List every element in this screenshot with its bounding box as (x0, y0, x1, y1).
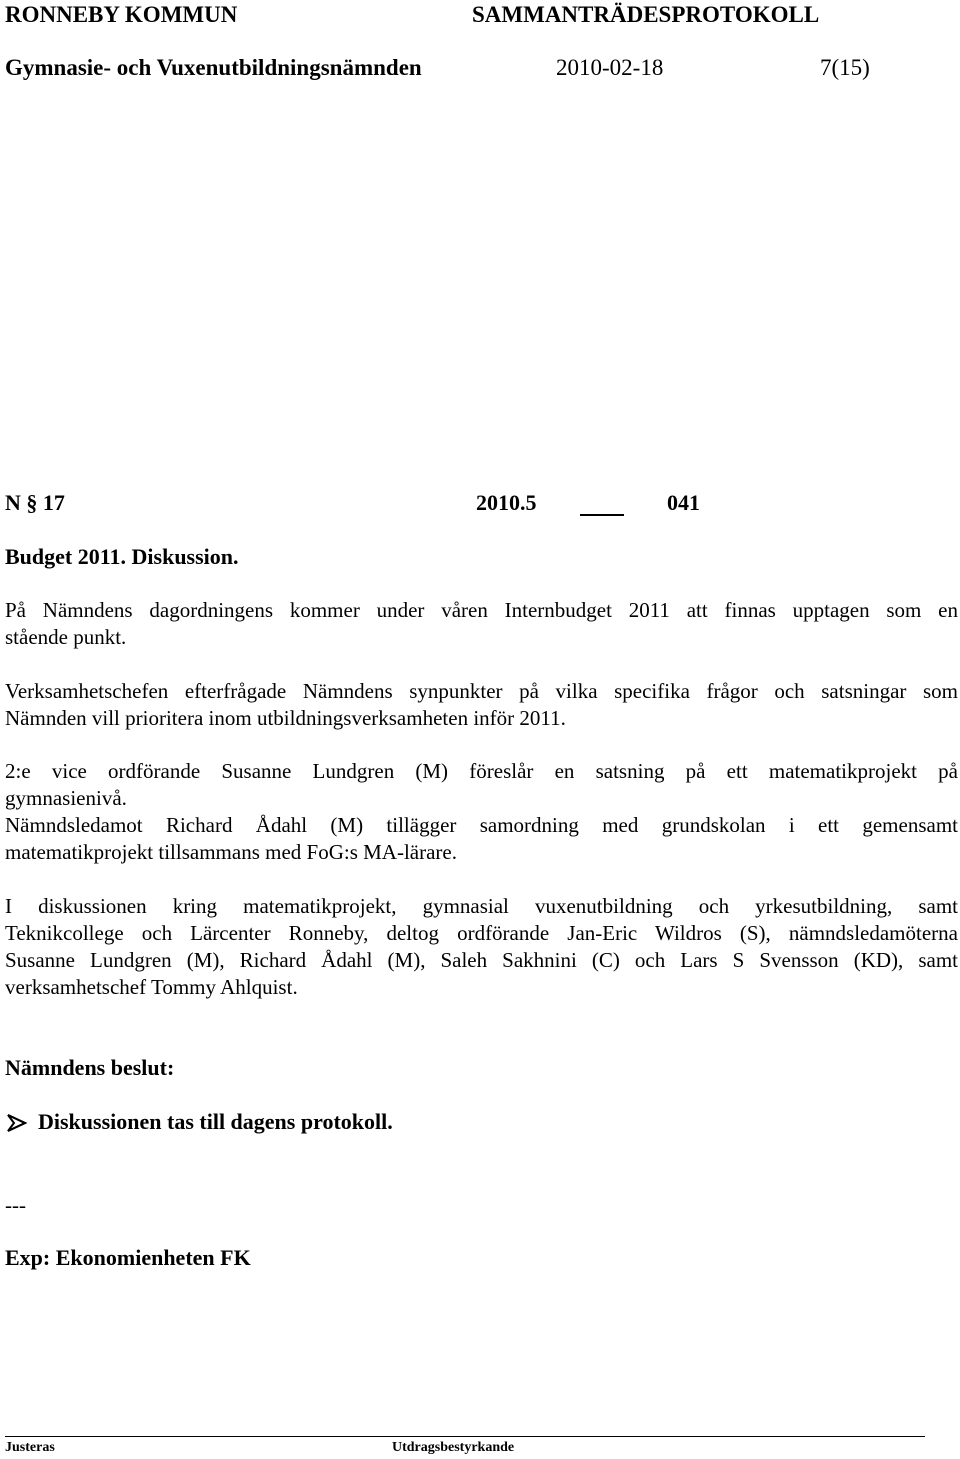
document-type: SAMMANTRÄDESPROTOKOLL (472, 2, 820, 27)
footer-rule (5, 1436, 925, 1437)
paragraph-3-line-1: 2:e vice ordförande Susanne Lundgren (M) föreslår en satsning på ett matematikprojekt på (5, 759, 958, 783)
paragraph-2-line-2: Nämnden vill prioritera inom utbildningsverksamheten inför 2011. (5, 706, 566, 730)
paragraph-5-line-2: Teknikcollege och Lärcenter Ronneby, deltog ordförande Jan-Eric Wildros (S), nämndsledamöterna (5, 921, 958, 945)
paragraph-1-line-2: stående punkt. (5, 625, 127, 649)
decision-heading: Nämndens beslut: (5, 1055, 175, 1080)
paragraph-3 (5, 758, 958, 812)
paragraph-4-line-2: matematikprojekt tillsammans med FoG:s MA-lärare. (5, 840, 457, 864)
paragraph-5-line-3: Susanne Lundgren (M), Richard Ådahl (M), Saleh Sakhnini (C) och Lars S Svensson (KD), samt (5, 948, 958, 972)
case-ref-left: 2010.5 (476, 490, 537, 515)
case-number: N § 17 (5, 490, 65, 515)
committee-name: Gymnasie- och Vuxenutbildningsnämnden (5, 55, 422, 80)
case-title: Budget 2011. Diskussion. (5, 544, 239, 569)
decision-item: Diskussionen tas till dagens protokoll. (38, 1109, 393, 1134)
case-ref-dash (580, 514, 624, 516)
page-number: 7(15) (820, 55, 870, 80)
paragraph-5 (5, 893, 958, 1001)
separator-dashes: --- (5, 1193, 26, 1217)
footer-utdragsbestyrkande: Utdragsbestyrkande (392, 1440, 515, 1455)
arrow-bullet-icon (6, 1112, 28, 1134)
footer-justeras: Justeras (5, 1440, 55, 1455)
paragraph-2-line-1: Verksamhetschefen efterfrågade Nämndens synpunkter på vilka specifika frågor och satsningar som (5, 679, 958, 703)
distribution-line: Exp: Ekonomienheten FK (5, 1245, 251, 1270)
paragraph-4-line-1: Nämndsledamot Richard Ådahl (M) tillägger samordning med grundskolan i ett gemensamt (5, 813, 958, 837)
paragraph-4 (5, 812, 958, 866)
meeting-date: 2010-02-18 (556, 55, 664, 80)
paragraph-5-line-1: I diskussionen kring matematikprojekt, gymnasial vuxenutbildning och yrkesutbildning, samt (5, 894, 958, 918)
municipality-name: RONNEBY KOMMUN (5, 2, 238, 27)
case-ref-right: 041 (667, 490, 700, 515)
paragraph-5-line-4: verksamhetschef Tommy Ahlquist. (5, 975, 298, 999)
paragraph-3-line-2: gymnasienivå. (5, 786, 127, 810)
paragraph-1-line-1: På Nämndens dagordningens kommer under våren Internbudget 2011 att finnas upptagen som en (5, 598, 958, 622)
paragraph-2 (5, 678, 958, 732)
paragraph-1 (5, 597, 958, 651)
